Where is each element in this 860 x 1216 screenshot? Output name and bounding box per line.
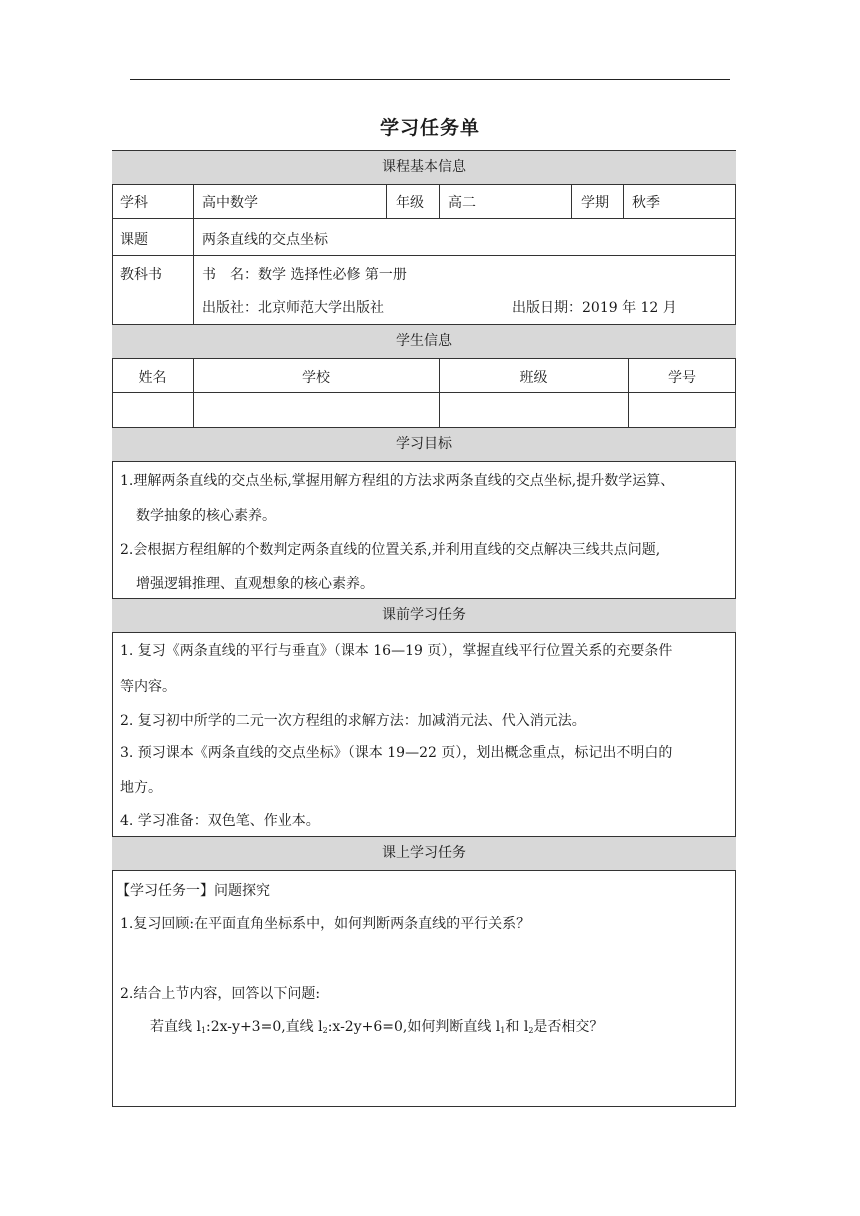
textbook-name: 书 名：数学 选择性必修 第一册	[202, 267, 407, 283]
grade-value: 高二	[448, 195, 476, 211]
question-2: 2.结合上节内容，回答以下问题:	[120, 986, 321, 1002]
textbook-pub-date: 出版日期：2019 年 12 月	[512, 300, 677, 316]
class-input-cell[interactable]	[440, 393, 627, 426]
col-divider	[623, 185, 624, 218]
name-header: 姓名	[138, 370, 167, 386]
textbook-publisher: 出版社：北京师范大学出版社	[202, 300, 384, 316]
subject-label: 学科	[120, 195, 148, 211]
header-rule	[130, 79, 730, 80]
topic-label: 课题	[120, 232, 148, 248]
pre-task-3-line-1: 3. 预习课本《两条直线的交点坐标》（课本 19—22 页），划出概念重点，标记出不明白的	[120, 745, 673, 761]
col-divider	[439, 185, 440, 218]
row-divider	[112, 255, 736, 256]
goal-2-line-1: 2.会根据方程组解的个数判定两条直线的位置关系,并利用直线的交点解决三线共点问题,	[120, 542, 661, 558]
textbook-label: 教科书	[120, 267, 162, 283]
section-course-info: 课程基本信息	[112, 150, 736, 185]
student-id-header: 学号	[668, 370, 696, 386]
term-value: 秋季	[632, 195, 660, 211]
section-in-class: 课上学习任务	[112, 836, 736, 871]
pre-task-4: 4. 学习准备：双色笔、作业本。	[120, 813, 320, 829]
goal-1-line-2: 数学抽象的核心素养。	[136, 508, 276, 524]
student-id-input-cell[interactable]	[629, 393, 735, 426]
col-divider	[571, 185, 572, 218]
topic-value: 两条直线的交点坐标	[202, 232, 328, 248]
goal-2-line-2: 增强逻辑推理、直观想象的核心素养。	[136, 576, 374, 592]
name-input-cell[interactable]	[113, 393, 192, 426]
grade-label: 年级	[396, 195, 424, 211]
question-2-statement: 若直线 $l_1:2x-y+3=0$,直线 $l_2:x-2y+6=0$,如何判断直线 $l_1$和 $l_2$是否相交？	[150, 1019, 604, 1035]
pre-task-2: 2. 复习初中所学的二元一次方程组的求解方法：加减消元法、代入消元法。	[120, 713, 586, 729]
pre-task-1-line-1: 1. 复习《两条直线的平行与垂直》（课本 16—19 页），掌握直线平行位置关系的充要条件	[120, 643, 673, 659]
class-header: 班级	[519, 370, 548, 386]
goal-1-line-1: 1.理解两条直线的交点坐标,掌握用解方程组的方法求两条直线的交点坐标,提升数学运算、	[120, 473, 675, 489]
school-header: 学校	[302, 370, 330, 386]
row-divider	[112, 218, 736, 219]
section-pre-tasks: 课前学习任务	[112, 598, 736, 633]
col-divider	[193, 185, 194, 324]
question-1: 1.复习回顾:在平面直角坐标系中，如何判断两条直线的平行关系？	[120, 916, 531, 932]
col-divider	[386, 185, 387, 218]
pre-task-3-line-2: 地方。	[120, 780, 162, 796]
subject-value: 高中数学	[202, 195, 258, 211]
in-class-task-heading: 【学习任务一】问题探究	[116, 883, 270, 899]
term-label: 学期	[581, 195, 609, 211]
school-input-cell[interactable]	[194, 393, 438, 426]
pre-task-1-line-2: 等内容。	[120, 679, 176, 695]
section-goals: 学习目标	[112, 427, 736, 462]
page-title: 学习任务单	[379, 117, 480, 139]
section-student-info: 学生信息	[112, 324, 736, 359]
